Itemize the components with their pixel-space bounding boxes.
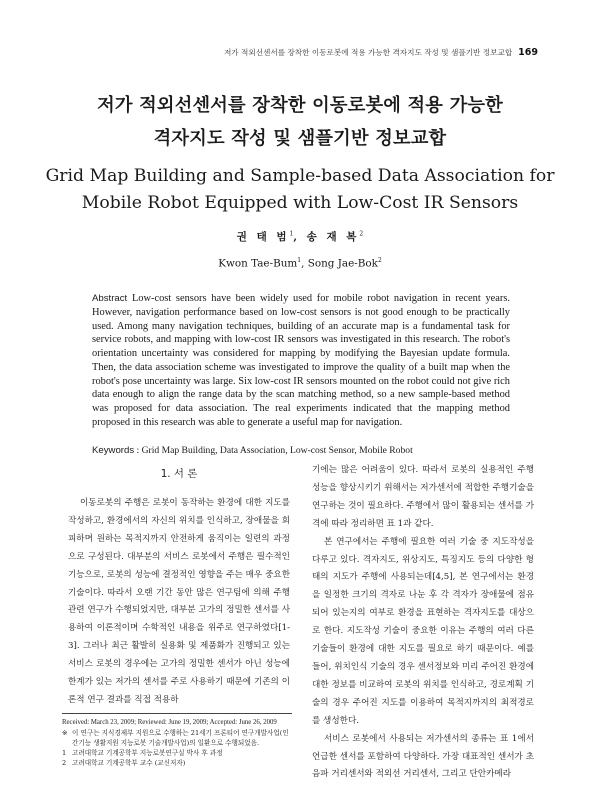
- korean-authors: [0, 229, 600, 244]
- footnote: [62, 728, 292, 748]
- footnote-text: 이 연구는 지식경제부 지원으로 수행하는 21세기 프론티어 연구개발사업(인간기능 생활지원 지능로봇 기술개발사업)의 일환으로 수행되었음.: [72, 729, 289, 747]
- page-number: 169: [518, 47, 538, 58]
- korean-title-line: 저가 적외선센서를 장착한 이동로봇에 적용 가능한: [97, 95, 503, 116]
- footnote: [62, 748, 292, 758]
- left-column: [68, 463, 290, 710]
- english-title: [40, 163, 560, 217]
- footnote-mark: 1: [62, 749, 67, 757]
- right-column: [312, 462, 534, 784]
- author-name: 권 태 범: [236, 231, 290, 243]
- footnote-text: 고려대학교 기계공학부 지능로봇연구실 박사 후 과정: [72, 749, 223, 757]
- author-name: Kwon Tae-Bum: [218, 257, 298, 270]
- author-separator: ,: [301, 257, 308, 270]
- abstract-text: Low-cost sensors have been widely used for mobile robot navigation in recent years. However, navigation performance based on low-cost sensors is not good enough to be practically used. Among many navigation techniques, building of an accurate map is a fundamental task for service robots, and mapping with low-cost IR sensors was investigated in this research. The robot's orientation uncertainty was considered for mapping by modifying the Bayesian update formula. Then, the data association scheme was investigated to improve the quality of a built map when the robot's pose uncertainty was large. Six low-cost IR sensors mounted on the robot could not give rich data enough to align the range data by the scan matching method, so a new sample-based method was proposed for data association. The real experiments indicated that the mapping method proposed in this research was able to generate a useful map for navigation.: [92, 293, 510, 428]
- author-affiliation-mark: 2: [359, 230, 364, 238]
- author-name: Song Jae-Bok: [307, 257, 378, 270]
- footnote-text: 고려대학교 기계공학부 교수 (교신저자): [72, 759, 186, 767]
- abstract: [92, 292, 510, 430]
- author-affiliation-mark: 1: [297, 257, 302, 264]
- author-affiliation-mark: 2: [377, 257, 382, 264]
- korean-title: [60, 89, 540, 155]
- section-heading: 1. 서 론: [160, 468, 198, 480]
- received-dates: Received: March 23, 2009; Reviewed: June 19, 2009; Accepted: June 26, 2009: [62, 719, 277, 726]
- keywords-text: : Grid Map Building, Data Association, Low-cost Sensor, Mobile Robot: [134, 445, 413, 456]
- running-head: [60, 47, 538, 58]
- english-title-line: Grid Map Building and Sample-based Data Association for: [45, 166, 555, 186]
- keywords-label: Keywords: [92, 445, 135, 456]
- keywords: [92, 444, 510, 457]
- footnotes: [62, 713, 292, 768]
- body-paragraph: 이동로봇의 주행은 로봇이 동작하는 환경에 대한 지도를 작성하고, 환경에서의 자신의 위치를 인식하고, 장애물을 회피하며 원하는 목적지까지 안전하게 움직이는 일련의 과정으로 구성된다. 대부분의 서비스 로봇에서 주행은 필수적인 기능으로, 로봇의 성능에 결정적인 영향을 주는 매우 중요한 기술이다. 따라서 오랜 기간 동안 많은 연구팀에 의해 주행 관련 연구가 수행되었지만, 대부분 고가의 정밀한 센서를 사용하여 이론적이며 수학적인 내용을 위주로 연구하였다[1-3]. 그러나 최근 활발히 실용화 및 제품화가 진행되고 있는 서비스 로봇의 경우에는 고가의 정밀한 센서가 아닌 성능에 한계가 있는 저가의 센서를 주로 사용하기 때문에 기존의 이론적 연구 결과를 직접 적용하: [68, 498, 290, 705]
- footnote-mark: 2: [62, 759, 67, 767]
- english-title-line: Mobile Robot Equipped with Low-Cost IR Sensors: [81, 193, 519, 213]
- footnote-mark: ※: [62, 729, 68, 737]
- english-authors: [0, 257, 600, 269]
- author-name: 송 재 복: [306, 231, 360, 243]
- author-affiliation-mark: 1: [289, 230, 294, 238]
- korean-title-line: 격자지도 작성 및 샘플기반 정보교합: [153, 128, 447, 149]
- author-separator: ,: [293, 231, 307, 243]
- footnote: [62, 758, 292, 768]
- body-paragraph: 본 연구에서는 주행에 필요한 여러 기술 중 지도작성을 다루고 있다. 격자지도, 위상지도, 특징지도 등의 다양한 형태의 지도가 주행에 사용되는데[4,5], 본 연구에서는 환경을 일정한 크기의 격자로 나눈 후 각 격자가 장애물에 점유되어 있는지의 여부로 환경을 표현하는 격자지도를 대상으로 한다. 지도작성 기술이 중요한 이유는 주행의 여러 다른 기술들이 환경에 대한 지도를 필요로 하기 때문이다. 예를 들어, 위치인식 기술의 경우 센서정보와 미리 주어진 환경에 대한 정보를 비교하여 로봇의 위치를 인식하고, 경로계획 기술의 경우 주어진 지도를 이용하여 목적지까지의 최적경로를 생성한다.: [312, 536, 534, 726]
- body-paragraph: 기에는 많은 어려움이 있다. 따라서 로봇의 실용적인 주행 성능을 향상시키기 위해서는 저가센서에 적합한 주행기술을 연구하는 것이 필요하다. 주행에서 많이 활용되는 센서를 가격에 따라 정리하면 표 1과 같다.: [312, 465, 534, 529]
- running-head-text: 저가 적외선센서를 장착한 이동로봇에 적용 가능한 격자지도 작성 및 샘플기반 정보교합: [223, 48, 513, 57]
- abstract-label: Abstract: [92, 293, 128, 304]
- body-paragraph: 서비스 로봇에서 사용되는 저가센서의 종류는 표 1에서 언급한 센서를 포함하여 다양하다. 가장 대표적인 센서가 초음파 거리센서와 적외선 거리센서, 그리고 단안카메라: [312, 733, 534, 780]
